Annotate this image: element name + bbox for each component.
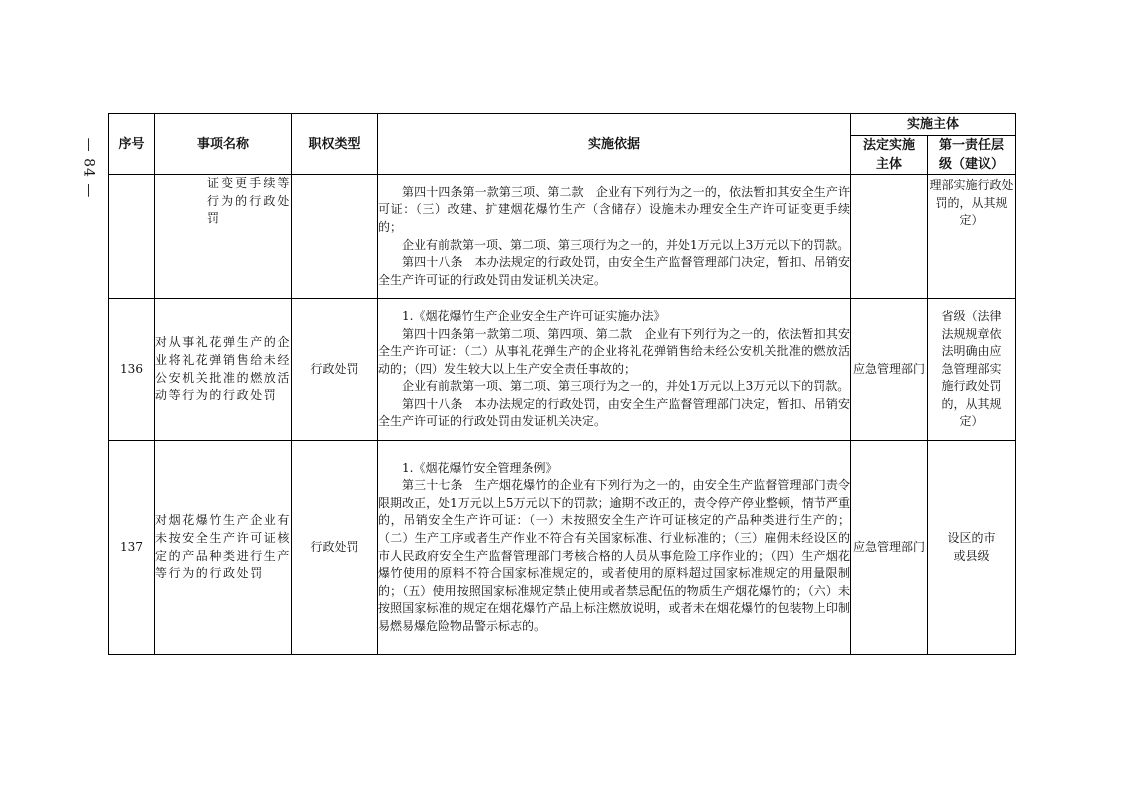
basis-paragraph: 第四十四条第一款第二项、第四项、第二款 企业有下列行为之一的，依法暂扣其安全生产许可证：（二）从事礼花弹生产的企业将礼花弹销售给未经公安机关批准的燃放活动的；（四）发生较大以上生产安全责任事故的； bbox=[378, 326, 850, 376]
page-number bbox=[68, 118, 108, 218]
row-seq: 136 bbox=[109, 299, 155, 441]
row-responsibility-level: 理部实施行政处罚的，从其规定） bbox=[928, 175, 1016, 299]
row-legal-subject: 应急管理部门 bbox=[851, 299, 928, 441]
header-implementer: 实施主体 bbox=[851, 114, 1016, 136]
authority-table bbox=[108, 113, 1016, 655]
basis-paragraph: 第四十四条第一款第三项、第二款 企业有下列行为之一的，依法暂扣其安全生产许可证：（三）改建、扩建烟花爆竹生产（含储存）设施未办理安全生产许可证变更手续的； bbox=[378, 184, 850, 234]
table-row bbox=[109, 441, 1016, 655]
header-responsibility-level: 第一责任层级（建议） bbox=[928, 136, 1016, 175]
basis-paragraph: 1.《烟花爆竹生产企业安全生产许可证实施办法》 bbox=[402, 308, 666, 323]
basis-paragraph: 企业有前款第一项、第二项、第三项行为之一的，并处1万元以上3万元以下的罚款。 bbox=[402, 237, 850, 252]
row-responsibility-level: 设区的市或县级 bbox=[928, 441, 1016, 655]
basis-paragraph: 企业有前款第一项、第二项、第三项行为之一的，并处1万元以上3万元以下的罚款。 bbox=[402, 379, 850, 394]
row-responsibility-level: 省级（法律法规规章依法明确由应急管理部实施行政处罚的，从其规定） bbox=[928, 299, 1016, 441]
row-item-name: 证变更手续等行为的行政处罚 bbox=[155, 175, 292, 299]
row-type: 行政处罚 bbox=[292, 299, 378, 441]
page-number-text: — 84 — bbox=[80, 137, 96, 199]
row-basis bbox=[378, 299, 851, 441]
row-type bbox=[292, 175, 378, 299]
basis-paragraph: 第四十八条 本办法规定的行政处罚，由安全生产监督管理部门决定，暂扣、吊销安全生产许可证的行政处罚由发证机关决定。 bbox=[378, 396, 850, 429]
basis-paragraph: 1.《烟花爆竹安全管理条例》 bbox=[402, 460, 558, 475]
basis-paragraph: 第四十八条 本办法规定的行政处罚，由安全生产监督管理部门决定，暂扣、吊销安全生产许可证的行政处罚由发证机关决定。 bbox=[378, 255, 850, 287]
header-basis: 实施依据 bbox=[378, 114, 851, 175]
row-basis bbox=[378, 441, 851, 655]
header-seq: 序号 bbox=[109, 114, 155, 175]
row-item-name: 对烟花爆竹生产企业有未按安全生产许可证核定的产品种类进行生产等行为的行政处罚 bbox=[155, 441, 292, 655]
basis-paragraph: 第三十七条 生产烟花爆竹的企业有下列行为之一的，由安全生产监督管理部门责令限期改正，处1万元以上5万元以下的罚款；逾期不改正的，责令停产停业整顿，情节严重的，吊销安全生产许可证：（一）未按照安全生产许可证核定的产品种类进行生产的；（二）生产工序或者生产作业不符合有关国家标准、行业标准的；（三）雇佣未经设区的市人民政府安全生产监督管理部门考核合格的人员从事危险工序作业的；（四）生产烟花爆竹使用的原料不符合国家标准规定的，或者使用的原料超过国家标准规定的用量限制的；（五）使用按照国家标准规定禁止使用或者禁忌配伍的物质生产烟花爆竹的；（六）未按照国家标准的规定在烟花爆竹产品上标注燃放说明，或者未在烟花爆竹的包装物上印制易燃易爆危险物品警示标志的。 bbox=[378, 478, 850, 633]
table-row bbox=[109, 175, 1016, 299]
row-item-name: 对从事礼花弹生产的企业将礼花弹销售给未经公安机关批准的燃放活动等行为的行政处罚 bbox=[155, 299, 292, 441]
row-legal-subject: 应急管理部门 bbox=[851, 441, 928, 655]
row-basis bbox=[378, 175, 851, 299]
header-legal-subject: 法定实施主体 bbox=[851, 136, 928, 175]
header-type: 职权类型 bbox=[292, 114, 378, 175]
header-name: 事项名称 bbox=[155, 114, 292, 175]
row-seq bbox=[109, 175, 155, 299]
table-row bbox=[109, 299, 1016, 441]
row-seq: 137 bbox=[109, 441, 155, 655]
row-legal-subject bbox=[851, 175, 928, 299]
row-type: 行政处罚 bbox=[292, 441, 378, 655]
